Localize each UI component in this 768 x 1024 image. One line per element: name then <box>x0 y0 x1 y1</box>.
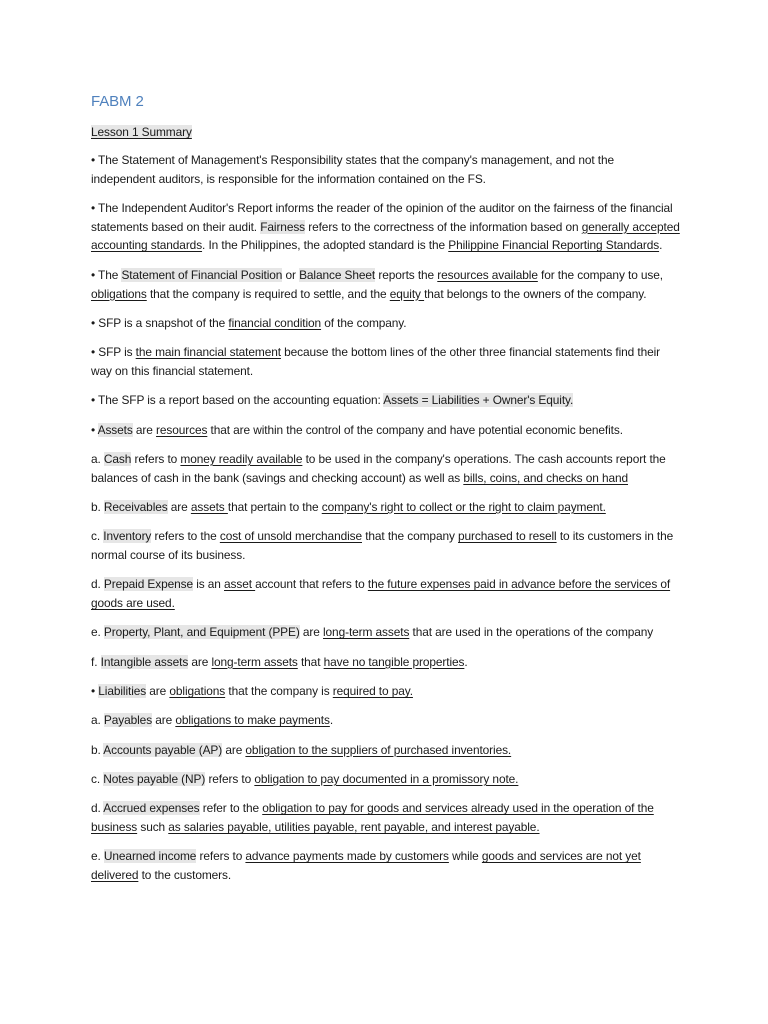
term-pfrs: Philippine Financial Reporting Standards <box>448 238 660 253</box>
paragraph-accounts-payable: b. Accounts payable (AP) are obligation to the suppliers of purchased inventories. <box>91 742 512 757</box>
term-accounts-payable: Accounts payable (AP) <box>103 742 223 757</box>
paragraph-intangible-assets: f. Intangible assets are long-term assets that have no tangible properties. <box>91 654 468 669</box>
term-ppe: Property, Plant, and Equipment (PPE) <box>103 625 300 640</box>
term-fairness: Fairness <box>260 219 306 234</box>
paragraph-notes-payable: c. Notes payable (NP) refers to obligation to pay documented in a promissory note. <box>91 771 519 786</box>
term-asset: asset <box>224 577 256 592</box>
paragraph-inventory: c. Inventory refers to the cost of unsold merchandise that the company purchased to resell to its customers in the normal course of its business. <box>91 529 674 563</box>
paragraph-receivables: b. Receivables are assets that pertain to the company's right to collect or the right to claim payment. <box>91 499 606 514</box>
term-notes-payable: Notes payable (NP) <box>103 771 206 786</box>
paragraph-prepaid-expense: d. Prepaid Expense is an asset account that refers to the future expenses paid in advance before the services of goods are used. <box>91 577 671 611</box>
paragraph-payables: a. Payables are obligations to make payments. <box>91 713 334 728</box>
term-obligations-2: obligations <box>169 684 226 699</box>
term-future-expenses: the future expenses paid in advance before the services of goods are used. <box>91 577 671 611</box>
term-advance-payments: advance payments made by customers <box>245 849 449 864</box>
document-title: FABM 2 <box>91 93 144 110</box>
term-purchased-to-resell: purchased to resell <box>458 529 557 544</box>
term-sfp: Statement of Financial Position <box>121 267 283 282</box>
term-right-to-collect: company's right to collect or the right to claim payment. <box>321 499 606 514</box>
term-long-term-assets: long-term assets <box>323 625 410 640</box>
term-assets-link: assets <box>190 499 228 514</box>
term-cost-unsold-merchandise: cost of unsold merchandise <box>219 529 362 544</box>
paragraph-auditor-report: • The Independent Auditor's Report informs the reader of the opinion of the auditor on the fairness of the financial statements based on their audit. Fairness refers to the correctness of the information based on generally accepted accounting standards. In the Philippines, the adopted standard is the Philippine Financial Reporting Standards. <box>91 200 680 253</box>
lesson-heading-text: Lesson 1 Summary <box>91 125 192 139</box>
paragraph-sfp-definition: • The Statement of Financial Position or Balance Sheet reports the resources available for the company to use, obligations that the company is required to settle, and the equity that belongs to the owners of the company. <box>91 267 663 301</box>
term-prepaid-expense: Prepaid Expense <box>103 577 193 592</box>
term-inventory: Inventory <box>103 529 152 544</box>
term-obligation-suppliers: obligation to the suppliers of purchased inventories. <box>245 742 512 757</box>
term-receivables: Receivables <box>103 499 168 514</box>
paragraph-accounting-equation: • The SFP is a report based on the accounting equation: Assets = Liabilities + Owner's Equity. <box>91 393 574 408</box>
term-bills-coins-checks: bills, coins, and checks on hand <box>463 470 629 485</box>
term-resources-available: resources available <box>437 267 538 282</box>
lesson-heading <box>91 123 681 142</box>
term-not-yet-delivered: goods and services are not yet delivered <box>91 849 641 883</box>
term-accrued-expenses: Accrued expenses <box>103 801 200 816</box>
term-equity: equity <box>389 286 425 301</box>
term-payables: Payables <box>103 713 153 728</box>
term-obligations: obligations <box>91 286 147 301</box>
term-main-financial-statement: the main financial statement <box>135 345 281 360</box>
term-intangible-assets: Intangible assets <box>100 654 189 669</box>
paragraph-sfp-main: • SFP is the main financial statement because the bottom lines of the other three financial statements find their way on this financial statement. <box>91 345 661 378</box>
term-long-term-assets-2: long-term assets <box>211 654 298 669</box>
term-balance-sheet: Balance Sheet <box>299 267 376 282</box>
paragraph-assets: • Assets are resources that are within the control of the company and have potential economic benefits. <box>91 422 623 437</box>
term-obligation-promissory-note: obligation to pay documented in a promissory note. <box>254 771 519 786</box>
term-obligation-goods-services: obligation to pay for goods and services already used in the operation of the business <box>91 801 654 835</box>
paragraph-sfp-snapshot: • SFP is a snapshot of the financial condition of the company. <box>91 315 407 330</box>
term-required-to-pay: required to pay. <box>332 684 413 699</box>
term-liabilities: Liabilities <box>98 684 147 699</box>
paragraph-cash: a. Cash refers to money readily available to be used in the company's operations. The cash accounts report the balances of cash in the bank (savings and checking account) as well as bills, coins, and checks on hand <box>91 451 666 485</box>
term-money-readily-available: money readily available <box>180 451 303 466</box>
paragraph-liabilities: • Liabilities are obligations that the company is required to pay. <box>91 684 413 699</box>
paragraph-ppe: e. Property, Plant, and Equipment (PPE) are long-term assets that are used in the operations of the company <box>91 625 654 640</box>
term-accounting-equation: Assets = Liabilities + Owner's Equity. <box>383 393 574 408</box>
term-assets: Assets <box>97 422 133 437</box>
term-cash: Cash <box>103 451 132 466</box>
term-unearned-income: Unearned income <box>103 849 197 864</box>
paragraph-accrued-expenses: d. Accrued expenses refer to the obligation to pay for goods and services already used in the operation of the business such as salaries payable, utilities payable, rent payable, and interest payable. <box>91 801 654 835</box>
document-body <box>91 92 681 895</box>
term-salaries-utilities: as salaries payable, utilities payable, rent payable, and interest payable. <box>168 820 540 835</box>
term-financial-condition: financial condition <box>228 315 322 330</box>
paragraph-unearned-income: e. Unearned income refers to advance payments made by customers while goods and services are not yet delivered to the customers. <box>91 849 641 883</box>
term-gaas: generally accepted accounting standards <box>91 219 680 253</box>
term-no-tangible-properties: have no tangible properties <box>323 654 465 669</box>
paragraph-management-responsibility: • The Statement of Management's Responsibility states that the company's management, and not the independent auditors, is responsible for the information contained on the FS. <box>91 152 615 186</box>
term-resources: resources <box>156 422 208 437</box>
term-obligations-to-make-payments: obligations to make payments <box>175 713 330 728</box>
